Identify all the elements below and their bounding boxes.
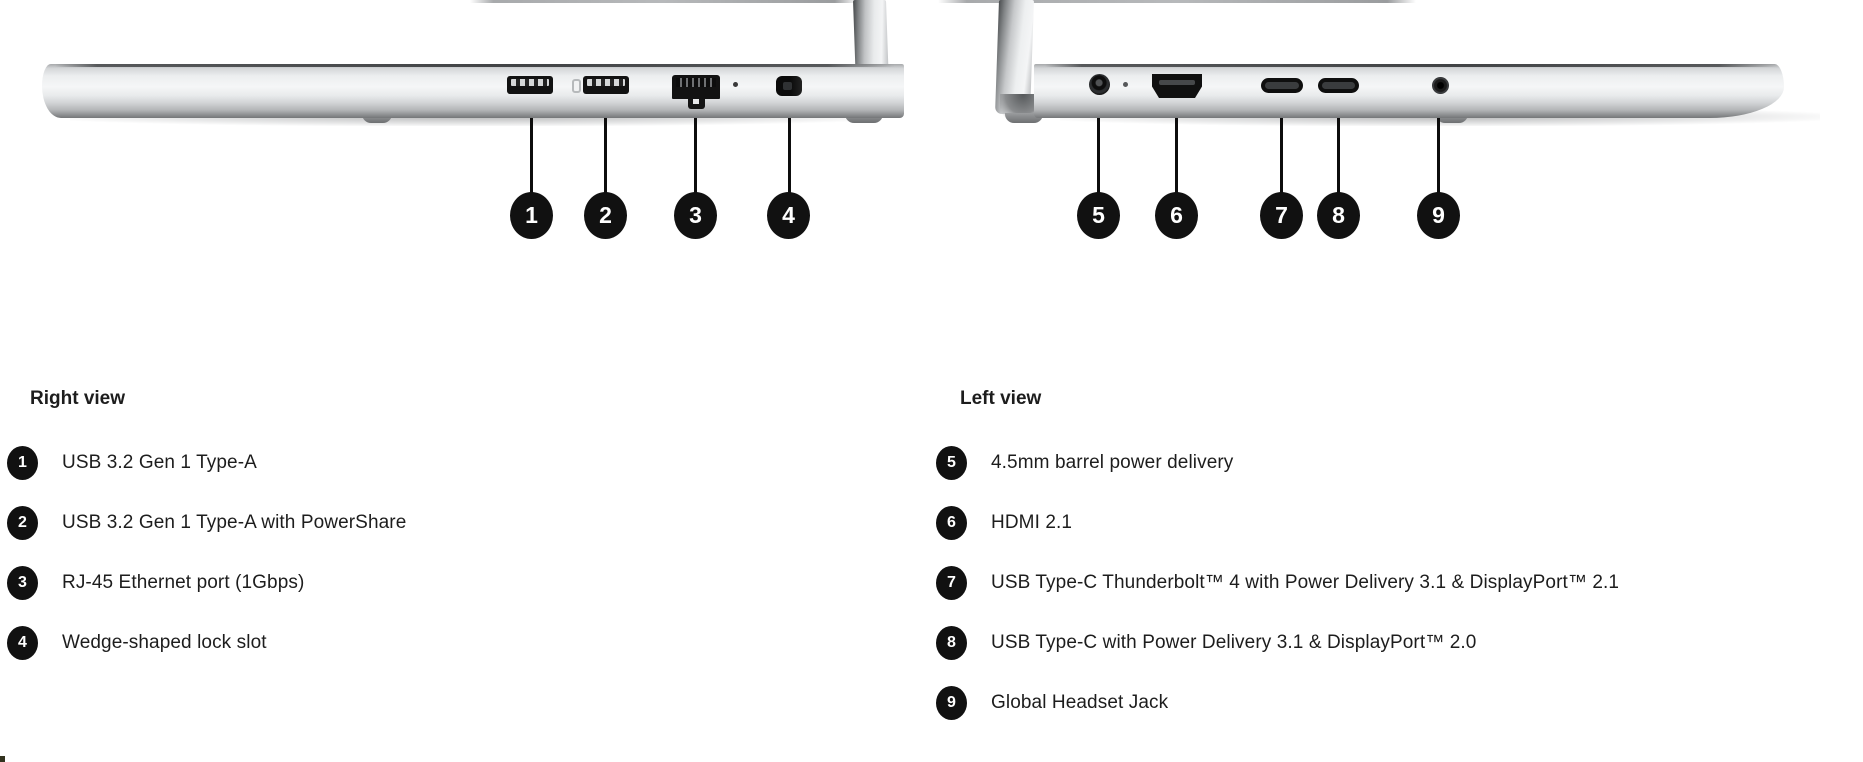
legend-label-6: HDMI 2.1 — [991, 512, 1073, 533]
legend-label-8: USB Type-C with Power Delivery 3.1 & DisplayPort™ 2.0 — [991, 632, 1477, 653]
legend-label-1: USB 3.2 Gen 1 Type-A — [62, 452, 257, 473]
callout-marker-9: 9 — [1417, 192, 1460, 239]
left-view-legend-title: Left view — [960, 388, 1042, 409]
laptop-chassis — [42, 64, 904, 118]
legend-label-7: USB Type-C Thunderbolt™ 4 with Power Delivery 3.1 & DisplayPort™ 2.1 — [991, 572, 1620, 593]
legend-item — [936, 686, 1168, 720]
microphone-hole-icon — [733, 82, 738, 87]
callout-marker-7: 7 — [1260, 192, 1303, 239]
callout-marker-4: 4 — [767, 192, 810, 239]
battery-status-slot-icon — [572, 79, 581, 93]
legend-badge-4: 4 — [7, 626, 38, 660]
callout-marker-1: 1 — [510, 192, 553, 239]
legend-badge-1: 1 — [7, 446, 38, 480]
legend-item — [7, 506, 406, 540]
legend-item — [7, 446, 257, 480]
legend-label-5: 4.5mm barrel power delivery — [991, 452, 1234, 473]
legend-item — [7, 566, 304, 600]
legend-badge-8: 8 — [936, 626, 967, 660]
legend-item — [7, 626, 267, 660]
legend-badge-7: 7 — [936, 566, 967, 600]
callout-marker-5: 5 — [1077, 192, 1120, 239]
legend-item — [936, 446, 1233, 480]
usb-a-port-icon — [507, 76, 553, 94]
legend-item — [936, 626, 1476, 660]
ethernet-port-icon — [672, 75, 720, 99]
legend-label-2: USB 3.2 Gen 1 Type-A with PowerShare — [62, 512, 407, 533]
legend-badge-6: 6 — [936, 506, 967, 540]
legend-item — [936, 506, 1072, 540]
left-view-laptop-illustration — [930, 0, 1863, 250]
usb-c-port-icon — [1318, 78, 1359, 93]
laptop-chassis — [1034, 64, 1784, 118]
power-led-icon — [1123, 82, 1128, 87]
legend-label-9: Global Headset Jack — [991, 692, 1169, 713]
ethernet-clip-icon — [688, 99, 705, 109]
hdmi-port-icon — [1152, 74, 1202, 98]
callout-marker-3: 3 — [674, 192, 717, 239]
legend-label-3: RJ-45 Ethernet port (1Gbps) — [62, 572, 305, 593]
legend-label-4: Wedge-shaped lock slot — [62, 632, 267, 653]
legend-badge-5: 5 — [936, 446, 967, 480]
usb-c-thunderbolt-port-icon — [1261, 78, 1303, 93]
callout-marker-8: 8 — [1317, 192, 1360, 239]
legend-badge-9: 9 — [936, 686, 967, 720]
lock-slot-icon — [776, 76, 802, 96]
barrel-power-port-icon — [1089, 74, 1110, 95]
callout-marker-2: 2 — [584, 192, 627, 239]
legend-badge-2: 2 — [7, 506, 38, 540]
usb-a-powershare-port-icon — [583, 76, 629, 94]
right-view-legend-title: Right view — [30, 388, 126, 409]
corner-artifact — [0, 756, 5, 762]
legend-item — [936, 566, 1619, 600]
legend-badge-3: 3 — [7, 566, 38, 600]
laptop-screen-top-edge — [470, 0, 858, 3]
headset-jack-icon — [1432, 77, 1449, 94]
callout-marker-6: 6 — [1155, 192, 1198, 239]
